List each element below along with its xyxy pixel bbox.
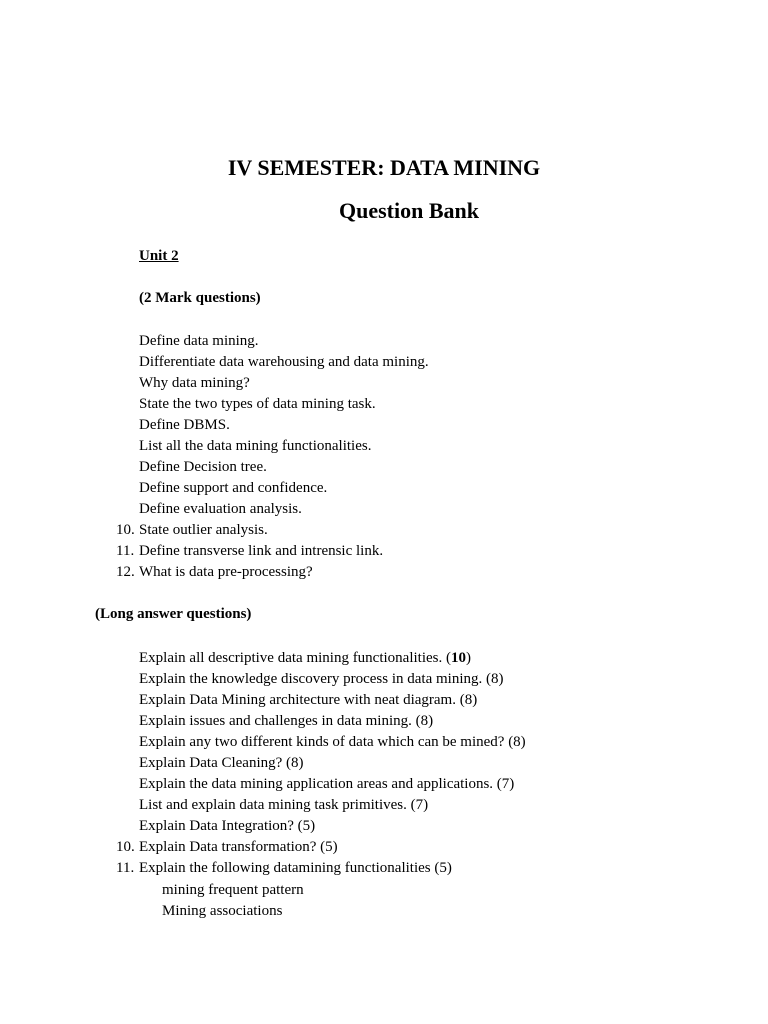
page-title: IV SEMESTER: DATA MINING — [227, 155, 541, 180]
long-questions-heading: (Long answer questions) — [95, 606, 252, 622]
question-text: Explain all descriptive data mining functionalities. (10) — [139, 650, 471, 666]
question-text: State the two types of data mining task. — [139, 396, 376, 412]
question-text: Define transverse link and intrensic link. — [139, 543, 384, 559]
question-text: What is data pre-processing? — [139, 564, 313, 580]
question-number: 11. — [116, 543, 135, 559]
question-text: Differentiate data warehousing and data mining. — [139, 354, 429, 370]
unit-heading: Unit 2 — [139, 248, 179, 264]
question-text: Explain Data Integration? (5) — [139, 818, 316, 834]
question-text: Why data mining? — [139, 375, 250, 391]
question-marks: 10 — [451, 650, 466, 666]
question-text: List and explain data mining task primitives. (7) — [139, 797, 429, 813]
question-text: State outlier analysis. — [139, 522, 268, 538]
question-text: Explain Data Mining architecture with neat diagram. (8) — [139, 692, 478, 708]
question-text: Define data mining. — [139, 333, 259, 349]
question-text: Define DBMS. — [139, 417, 230, 433]
question-number: 10. — [116, 839, 135, 855]
question-text: Explain the knowledge discovery process in data mining. (8) — [139, 671, 504, 687]
question-text: Define support and confidence. — [139, 480, 328, 496]
page-subtitle: Question Bank — [339, 198, 479, 223]
question-text: Explain issues and challenges in data mining. (8) — [139, 713, 434, 729]
question-text: Explain the following datamining functionalities (5) — [139, 860, 452, 876]
question-number: 10. — [116, 522, 135, 538]
short-questions-heading: (2 Mark questions) — [139, 290, 261, 306]
question-text: List all the data mining functionalities. — [139, 438, 372, 454]
question-text: Explain Data Cleaning? (8) — [139, 755, 304, 771]
question-number: 12. — [116, 564, 135, 580]
question-text: Define evaluation analysis. — [139, 501, 302, 517]
question-text: Explain Data transformation? (5) — [139, 839, 338, 855]
sub-question-text: Mining associations — [162, 903, 283, 919]
question-text: Define Decision tree. — [139, 459, 267, 475]
question-text: Explain any two different kinds of data which can be mined? (8) — [139, 734, 526, 750]
question-text: Explain the data mining application areas and applications. (7) — [139, 776, 515, 792]
sub-question-text: mining frequent pattern — [162, 882, 304, 898]
question-number: 11. — [116, 860, 135, 876]
